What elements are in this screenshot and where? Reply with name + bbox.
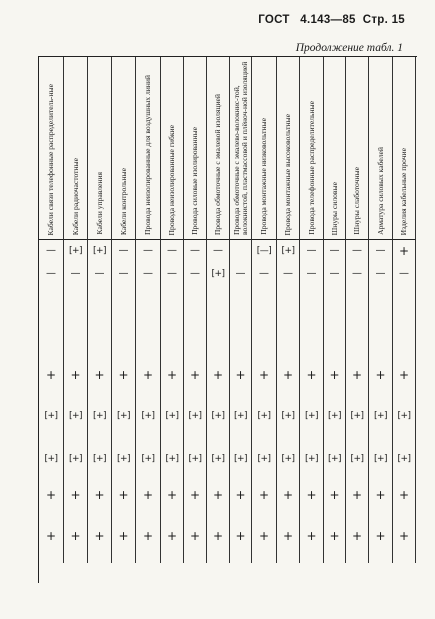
table-cell [346, 395, 369, 438]
table-cell [324, 438, 346, 481]
table-cell [324, 262, 346, 286]
table-cell [88, 240, 112, 262]
cell-mark: — [143, 268, 153, 279]
cell-mark: + [70, 488, 81, 502]
table-cell [184, 481, 207, 509]
table-cell [393, 509, 416, 563]
table-cell [64, 355, 88, 395]
table-cell [136, 355, 161, 395]
table-cell [88, 481, 112, 509]
cell-mark: + [282, 529, 294, 543]
cell-mark: + [258, 488, 270, 502]
cell-mark: — [306, 245, 317, 256]
cell-mark: + [45, 529, 57, 543]
table-cell [136, 438, 161, 481]
table-cell [230, 286, 252, 355]
table-cell [369, 355, 393, 395]
cell-mark: [+] [92, 454, 107, 464]
table-cell [277, 395, 300, 438]
table-cell [136, 395, 161, 438]
table-cell [252, 509, 277, 563]
table-cell [64, 240, 88, 262]
table-cell [39, 355, 64, 395]
table-cell [230, 509, 252, 563]
cell-mark: [+] [327, 411, 342, 421]
cell-mark: — [375, 268, 386, 279]
cell-mark: [+] [304, 454, 319, 464]
cell-mark: [+] [373, 454, 388, 464]
cell-mark: [+] [397, 411, 411, 421]
table-cell [277, 509, 300, 563]
cell-mark: [+] [257, 454, 271, 464]
table-cell [324, 286, 346, 355]
cell-mark: + [45, 488, 57, 502]
cell-mark: [+] [116, 411, 131, 421]
table-cell [112, 509, 136, 563]
table-cell [324, 395, 346, 438]
cell-mark: [+] [281, 245, 295, 256]
column-header-label: Кабели управления [94, 172, 104, 235]
cell-mark: [+] [141, 454, 155, 464]
table-cell [64, 438, 88, 481]
table-cell [393, 355, 416, 395]
column-header-label: Кабели связи телефонные распределитель-ные [46, 83, 56, 235]
table-cell [393, 286, 416, 355]
cell-mark: + [398, 368, 410, 382]
table-cell [324, 481, 346, 509]
cell-mark: + [282, 368, 294, 382]
table-cell [230, 262, 252, 286]
cell-mark: + [189, 488, 201, 502]
table-cell [88, 262, 112, 286]
table-cell [369, 262, 393, 286]
table-cell [369, 395, 393, 438]
cell-mark: — [46, 245, 56, 256]
column-header-label: Провода обмоточные с эмалево-волокнис-той, волокнистой, пластмассовой и плёноч-ной изоляцией [231, 61, 249, 235]
table-cell [207, 355, 230, 395]
table-cell [207, 438, 230, 481]
cell-mark: + [142, 368, 154, 382]
cell-mark: + [235, 488, 246, 502]
cell-mark: + [235, 529, 246, 543]
column-header-label: Провода силовые изолированные [190, 127, 200, 235]
table-cell [39, 509, 64, 563]
table-cell [252, 262, 277, 286]
table-cell [252, 395, 277, 438]
table-cell [64, 286, 88, 355]
cell-mark: + [329, 529, 340, 543]
table-cell [136, 262, 161, 286]
table-cell [184, 438, 207, 481]
cell-mark: — [352, 268, 362, 279]
table-cell [230, 481, 252, 509]
table-cell [184, 262, 207, 286]
table-cell [230, 395, 252, 438]
cell-mark: + [189, 368, 201, 382]
cell-mark: + [375, 368, 386, 382]
cell-mark: + [398, 244, 410, 258]
cell-mark: [+] [68, 411, 83, 421]
table-cell [88, 509, 112, 563]
cell-mark: [+] [68, 245, 83, 256]
table-cell [184, 240, 207, 262]
column-header [252, 57, 277, 240]
cell-mark: [+] [165, 411, 179, 421]
table-cell [252, 286, 277, 355]
cell-mark: + [351, 529, 363, 543]
cell-mark: [—] [256, 245, 272, 256]
table-cell [346, 262, 369, 286]
column-header-label: Провода неизолированные для воздушных линий [143, 75, 153, 235]
cell-mark: [+] [68, 454, 83, 464]
table-cell [64, 481, 88, 509]
table-cell [88, 286, 112, 355]
table-cell [393, 262, 416, 286]
table-cell [112, 286, 136, 355]
table-cell [161, 286, 184, 355]
column-header-label: Провода монтажные высоковольтные [283, 113, 293, 235]
table-cell [369, 509, 393, 563]
table-cell [161, 509, 184, 563]
table-cell [277, 262, 300, 286]
table-cell [112, 355, 136, 395]
table-cell [184, 355, 207, 395]
cell-mark: + [258, 529, 270, 543]
cell-mark: [+] [350, 411, 364, 421]
column-header [88, 57, 112, 240]
table-cell [136, 481, 161, 509]
table-cell [300, 355, 324, 395]
cell-mark: [+] [257, 411, 271, 421]
table-cell [346, 355, 369, 395]
table-cell [207, 286, 230, 355]
table-cell [393, 438, 416, 481]
cell-mark: [+] [188, 411, 202, 421]
table-cell [277, 240, 300, 262]
table-cell [252, 438, 277, 481]
table-cell [346, 509, 369, 563]
table-cell [252, 481, 277, 509]
table-cell [207, 481, 230, 509]
table-cell [369, 240, 393, 262]
cell-mark: — [235, 268, 246, 279]
column-header-label: Кабели контрольные [118, 167, 128, 235]
cell-mark: + [212, 488, 224, 502]
table-cell [230, 355, 252, 395]
column-header [277, 57, 300, 240]
cell-mark: — [213, 245, 223, 256]
cell-mark: [+] [165, 454, 179, 464]
cell-mark: + [118, 368, 129, 382]
table-cell [300, 509, 324, 563]
table-cell [277, 481, 300, 509]
table-cell [207, 395, 230, 438]
cell-mark: [+] [350, 454, 364, 464]
table-cell [64, 262, 88, 286]
table-cell [324, 355, 346, 395]
table-cell [207, 509, 230, 563]
cell-mark: [+] [188, 454, 202, 464]
cell-mark: — [190, 245, 200, 256]
table-cell [184, 509, 207, 563]
table-cell [64, 509, 88, 563]
cell-mark: [+] [92, 411, 107, 421]
table-cell [300, 481, 324, 509]
cell-mark: + [306, 368, 317, 382]
cell-mark: — [70, 268, 81, 279]
cell-mark: + [70, 368, 81, 382]
gost-label: ГОСТ [258, 14, 290, 26]
table-cell [369, 481, 393, 509]
table-cell [39, 395, 64, 438]
table-cell [136, 509, 161, 563]
table-cell [161, 395, 184, 438]
cell-mark: [+] [233, 411, 248, 421]
cell-mark: + [306, 488, 317, 502]
product-table [38, 56, 417, 583]
column-header-label: Арматура силовых кабелей [375, 147, 385, 235]
cell-mark: — [352, 245, 362, 256]
table-cell [393, 240, 416, 262]
table-cell [324, 509, 346, 563]
cell-mark: + [398, 488, 410, 502]
table-cell [346, 286, 369, 355]
cell-mark: — [46, 268, 56, 279]
cell-mark: [+] [397, 454, 411, 464]
table-cell [161, 240, 184, 262]
cell-mark: [+] [327, 454, 342, 464]
column-header [230, 57, 252, 240]
table-cell [252, 240, 277, 262]
table-cell [346, 438, 369, 481]
cell-mark: + [258, 368, 270, 382]
column-header-label: Провода обмоточные с эмалевой изоляцией [213, 93, 223, 235]
cell-mark: + [212, 368, 224, 382]
cell-mark: + [189, 529, 201, 543]
table-cell [207, 262, 230, 286]
table-cell [39, 262, 64, 286]
table-cell [161, 355, 184, 395]
cell-mark: [+] [44, 411, 58, 421]
cell-mark: [+] [281, 454, 295, 464]
cell-mark: — [306, 268, 317, 279]
cell-mark: + [166, 529, 178, 543]
cell-mark: — [283, 268, 293, 279]
table-cell [277, 438, 300, 481]
cell-mark: + [70, 529, 81, 543]
cell-mark: + [398, 529, 410, 543]
cell-mark: + [375, 488, 386, 502]
table-cell [230, 240, 252, 262]
table-cell [184, 286, 207, 355]
cell-mark: + [118, 488, 129, 502]
continuation-caption: Продолжение табл. 1 [295, 42, 403, 54]
table-cell [369, 286, 393, 355]
cell-mark: + [45, 368, 57, 382]
cell-mark: — [167, 245, 177, 256]
column-header-label: Шнуры слаботочные [352, 167, 362, 235]
cell-mark: — [375, 245, 386, 256]
column-header [300, 57, 324, 240]
table-cell [112, 481, 136, 509]
table-cell [369, 438, 393, 481]
column-header [346, 57, 369, 240]
cell-mark: [+] [211, 268, 225, 279]
column-header [161, 57, 184, 240]
column-header [64, 57, 88, 240]
table-cell [112, 395, 136, 438]
table-cell [277, 355, 300, 395]
cell-mark: + [94, 368, 105, 382]
table-cell [39, 240, 64, 262]
cell-mark: + [212, 529, 224, 543]
table-cell [300, 262, 324, 286]
cell-mark: — [259, 268, 269, 279]
table-cell [136, 240, 161, 262]
column-header-label: Провода телефонные распределительные [306, 101, 316, 235]
cell-mark: + [118, 529, 129, 543]
table-cell [39, 286, 64, 355]
column-header-label: Провода монтажные низковольтные [259, 118, 269, 235]
cell-mark: + [282, 488, 294, 502]
column-header-label: Кабели радиочастотные [70, 157, 80, 235]
page-number: Стр. 15 [362, 14, 405, 26]
cell-mark: — [190, 268, 200, 279]
table-cell [300, 438, 324, 481]
cell-mark: + [235, 368, 246, 382]
cell-mark: — [167, 268, 177, 279]
table-cell [112, 438, 136, 481]
cell-mark: + [94, 488, 105, 502]
cell-mark: + [166, 368, 178, 382]
table-cell [300, 286, 324, 355]
column-header [136, 57, 161, 240]
table-cell [136, 286, 161, 355]
column-header [324, 57, 346, 240]
cell-mark: — [329, 268, 340, 279]
table-cell [39, 438, 64, 481]
cell-mark: + [166, 488, 178, 502]
table-cell [184, 395, 207, 438]
standard-number: 4.143—85 [300, 14, 356, 26]
page-header [258, 14, 405, 26]
column-header-label: Провода неизолированные гибкие [167, 124, 177, 235]
table-cell [207, 240, 230, 262]
cell-mark: [+] [116, 454, 131, 464]
table-cell [277, 286, 300, 355]
column-header [207, 57, 230, 240]
column-header [112, 57, 136, 240]
table-cell [39, 481, 64, 509]
column-header-label: Шнуры силовые [329, 181, 339, 235]
table-cell [88, 355, 112, 395]
cell-mark: + [351, 368, 363, 382]
table-cell [346, 240, 369, 262]
column-header-label: Изделия кабельные прочие [399, 147, 409, 235]
cell-mark: — [399, 268, 409, 279]
cell-mark: — [94, 268, 105, 279]
table-cell [112, 262, 136, 286]
cell-mark: — [143, 245, 153, 256]
table-cell [88, 395, 112, 438]
cell-mark: [+] [92, 245, 107, 256]
cell-mark: + [306, 529, 317, 543]
table-cell [300, 395, 324, 438]
column-header [369, 57, 393, 240]
cell-mark: + [375, 529, 386, 543]
cell-mark: — [118, 268, 129, 279]
table-cell [161, 438, 184, 481]
table-cell [252, 355, 277, 395]
cell-mark: [+] [211, 411, 225, 421]
cell-mark: — [329, 245, 340, 256]
table-cell [161, 262, 184, 286]
column-header [39, 57, 64, 240]
cell-mark: + [142, 488, 154, 502]
table-cell [393, 481, 416, 509]
cell-mark: [+] [233, 454, 248, 464]
column-header [184, 57, 207, 240]
cell-mark: + [329, 488, 340, 502]
cell-mark: + [142, 529, 154, 543]
table-cell [88, 438, 112, 481]
cell-mark: — [118, 245, 129, 256]
table-cell [324, 240, 346, 262]
cell-mark: [+] [281, 411, 295, 421]
cell-mark: [+] [373, 411, 388, 421]
cell-mark: + [329, 368, 340, 382]
table-cell [300, 240, 324, 262]
cell-mark: + [94, 529, 105, 543]
cell-mark: [+] [44, 454, 58, 464]
cell-mark: [+] [211, 454, 225, 464]
table-cell [230, 438, 252, 481]
column-header [393, 57, 416, 240]
table-cell [393, 395, 416, 438]
table-cell [64, 395, 88, 438]
table-cell [112, 240, 136, 262]
cell-mark: + [351, 488, 363, 502]
cell-mark: [+] [304, 411, 319, 421]
table-cell [161, 481, 184, 509]
cell-mark: [+] [141, 411, 155, 421]
table-cell [346, 481, 369, 509]
